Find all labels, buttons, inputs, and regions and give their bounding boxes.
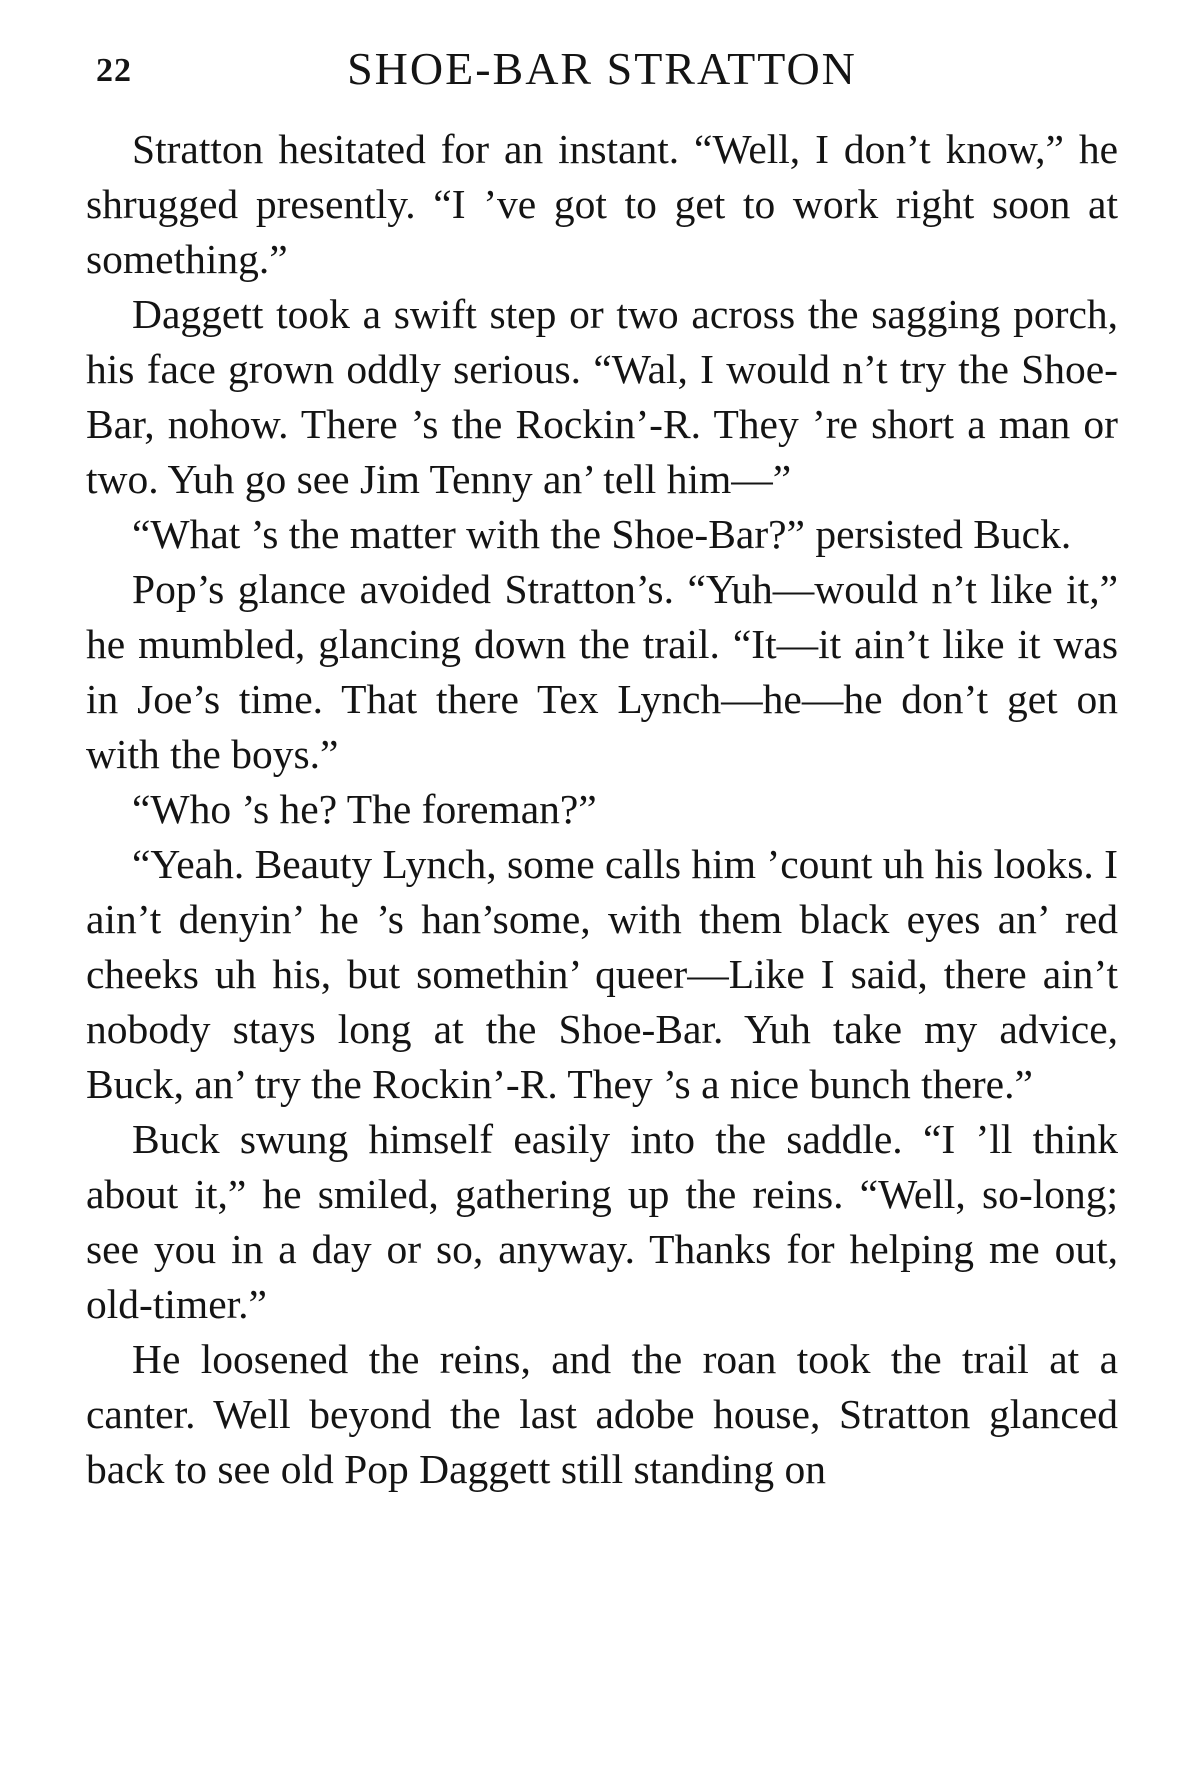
paragraph: Buck swung himself easily into the saddle. “I ’ll think about it,” he smiled, gathering up the reins. “Well, so-long; see you in a day or so, anyway. Thanks for helping me out, old-timer.”	[86, 1116, 1118, 1327]
body-text	[86, 122, 1118, 1497]
running-title: SHOE-BAR STRATTON	[347, 43, 857, 94]
paragraph: He loosened the reins, and the roan took the trail at a canter. Well beyond the last adobe house, Stratton glanced back to see old Pop Daggett still standing on	[86, 1336, 1118, 1492]
page-number: 22	[96, 52, 132, 89]
page-header	[86, 42, 1118, 108]
paragraph: Stratton hesitated for an instant. “Well, I don’t know,” he shrugged presently. “I ’ve got to get to work right soon at something.”	[86, 126, 1118, 282]
paragraph: “Who ’s he? The foreman?”	[132, 786, 597, 832]
paragraph: “Yeah. Beauty Lynch, some calls him ’count uh his looks. I ain’t denyin’ he ’s han’some, with them black eyes an’ red cheeks uh his, but somethin’ queer—Like I said, there ain’t nobody stays long at the Shoe-Bar. Yuh take my advice, Buck, an’ try the Rockin’-R. They ’s a nice bunch there.”	[86, 841, 1118, 1107]
paragraph: Daggett took a swift step or two across the sagging porch, his face grown oddly serious. “Wal, I would n’t try the Shoe-Bar, nohow. There ’s the Rockin’-R. They ’re short a man or two. Yuh go see Jim Tenny an’ tell him—”	[86, 291, 1118, 502]
paragraph: Pop’s glance avoided Stratton’s. “Yuh—would n’t like it,” he mumbled, glancing down the trail. “It—it ain’t like it was in Joe’s time. That there Tex Lynch—he—he don’t get on with the boys.”	[86, 566, 1118, 777]
paragraph: “What ’s the matter with the Shoe-Bar?” persisted Buck.	[132, 511, 1072, 557]
